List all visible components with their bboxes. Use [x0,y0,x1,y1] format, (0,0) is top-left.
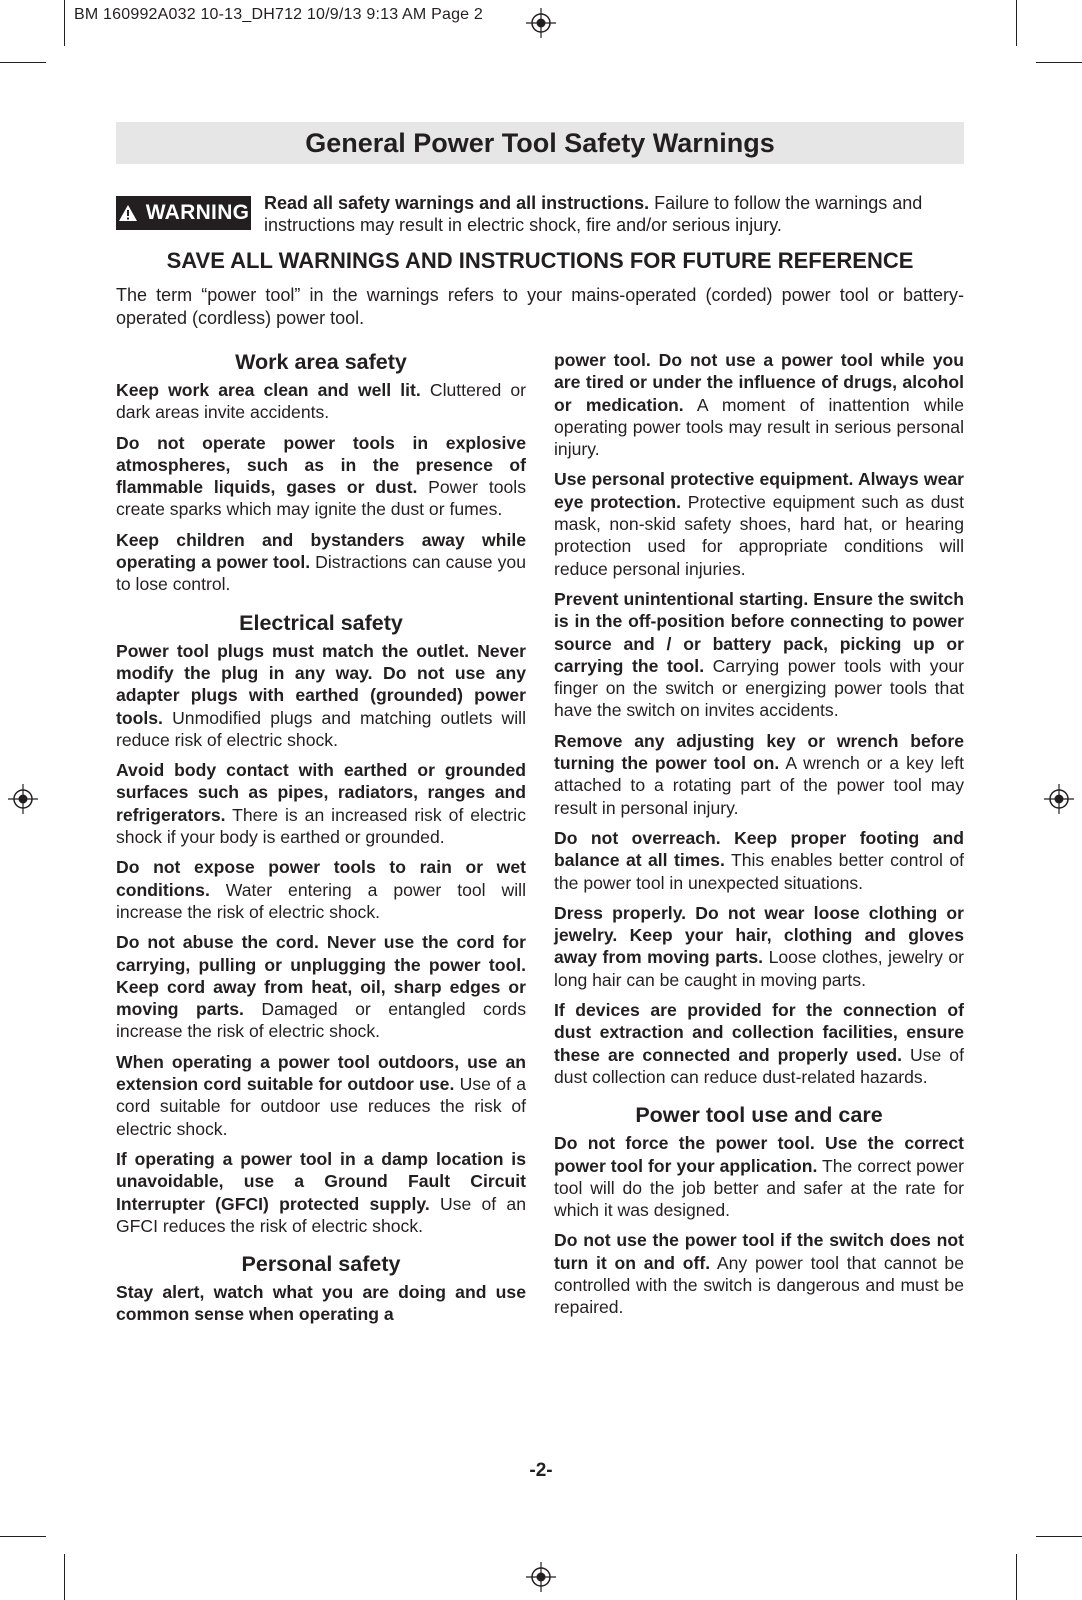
paragraph: Prevent unintentional starting. Ensure the switch is in the off-position before connecting to power source and / or battery pack, picking up or carrying the tool. Carrying power tools with your finger on the switch or energizing power tools that have the switch on invites accidents. [554,588,964,721]
paragraph: Keep work area clean and well lit. Cluttered or dark areas invite accidents. [116,380,527,423]
warning-badge [116,196,251,230]
section-heading-personal: Personal safety [241,1252,401,1277]
paragraph: Do not expose power tools to rain or wet conditions. Water entering a power tool will increase the risk of electric shock. [116,857,526,922]
warning-text [264,192,966,236]
paragraph: Do not use the power tool if the switch does not turn it on and off. Any power tool that cannot be controlled with the switch is dangerous and must be repaired. [554,1230,964,1318]
crop-mark [0,1536,46,1537]
paragraph: Do not abuse the cord. Never use the cord for carrying, pulling or unplugging the power tool. Keep cord away from heat, oil, sharp edges or moving parts. Damaged or entangled cords increase the risk of electric shock. [116,932,527,1042]
paragraph: Do not force the power tool. Use the correct power tool for your application. The correct power tool will do the job better and safer at the rate for which it was designed. [554,1133,964,1221]
page-title: General Power Tool Safety Warnings [116,122,964,164]
paragraph: If devices are provided for the connection of dust extraction and collection facilities, ensure these are connected and properly used. Use of dust collection can reduce dust-related hazards. [554,1000,964,1087]
left-column [116,349,526,1334]
warning-badge-label: WARNING [145,201,250,224]
paragraph: Remove any adjusting key or wrench before turning the power tool on. A wrench or a key left attached to a rotating part of the power tool may result in personal injury. [554,730,964,818]
paragraph: Stay alert, watch what you are doing and use common sense when operating a [116,1282,526,1325]
page-number: -2- [529,1460,553,1481]
registration-mark-icon [526,1562,556,1592]
crop-mark [64,1554,65,1600]
section-heading-work-area: Work area safety [235,350,407,374]
paragraph: Do not operate power tools in explosive atmospheres, such as in the presence of flammable liquids, gases or dust. Power tools create sparks which may ignite the dust or fumes. [116,432,526,520]
warning-bold: Read all safety warnings and all instructions. [264,193,650,213]
crop-mark [64,0,65,46]
crop-mark [1036,1536,1082,1537]
paragraph: Dress properly. Do not wear loose clothing or jewelry. Keep your hair, clothing and gloves away from moving parts. Loose clothes, jewelry or long hair can be caught in moving parts. [554,902,964,990]
registration-mark-icon [526,8,556,38]
registration-mark-icon [8,784,38,814]
right-column [554,349,964,1327]
paragraph: When operating a power tool outdoors, use an extension cord suitable for outdoor use. Use of a cord suitable for outdoor use reduces the risk of electric shock. [116,1051,526,1139]
paragraph: Avoid body contact with earthed or grounded surfaces such as pipes, radiators, ranges and refrigerators. There is an increased risk of electric shock if your body is earthed or grounded. [116,760,526,848]
paragraph: Do not overreach. Keep proper footing and balance at all times. This enables better control of the power tool in unexpected situations. [554,827,964,893]
crop-mark [0,62,46,63]
paragraph: Power tool plugs must match the outlet. Never modify the plug in any way. Do not use any adapter plugs with earthed (grounded) power tools. Unmodified plugs and matching outlets will reduce risk of electric shock. [116,640,526,750]
paragraph: Keep children and bystanders away while operating a power tool. Distractions can cause you to lose control. [116,529,526,595]
save-all-heading: SAVE ALL WARNINGS AND INSTRUCTIONS FOR FUTURE REFERENCE [166,248,914,273]
intro-paragraph: The term “power tool” in the warnings refers to your mains-operated (corded) power tool or battery-operated (cordless) power tool. [116,285,964,328]
paragraph: If operating a power tool in a damp location is unavoidable, use a Ground Fault Circuit Interrupter (GFCI) protected supply. Use of an GFCI reduces the risk of electric shock. [116,1148,526,1236]
section-heading-use-care: Power tool use and care [635,1103,883,1128]
crop-mark [1016,0,1017,46]
paragraph: power tool. Do not use a power tool while you are tired or under the influence of drugs, alcohol or medication. A moment of inattention while operating power tools may result in serious personal injury. [554,350,964,460]
print-slug: BM 160992A032 10-13_DH712 10/9/13 9:13 AM Page 2 [74,6,484,23]
crop-mark [1036,62,1082,63]
warning-body: Failure to follow the warnings and instructions may result in electric shock, fire and/or serious injury. [264,193,923,235]
section-heading-electrical: Electrical safety [239,610,403,635]
paragraph: Use personal protective equipment. Always wear eye protection. Protective equipment such as dust mask, non-skid safety shoes, hard hat, or hearing protection used for appropriate conditions will reduce personal injuries. [554,469,964,579]
crop-mark [1016,1554,1017,1600]
registration-mark-icon [1044,784,1074,814]
warning-triangle-icon [118,204,138,222]
